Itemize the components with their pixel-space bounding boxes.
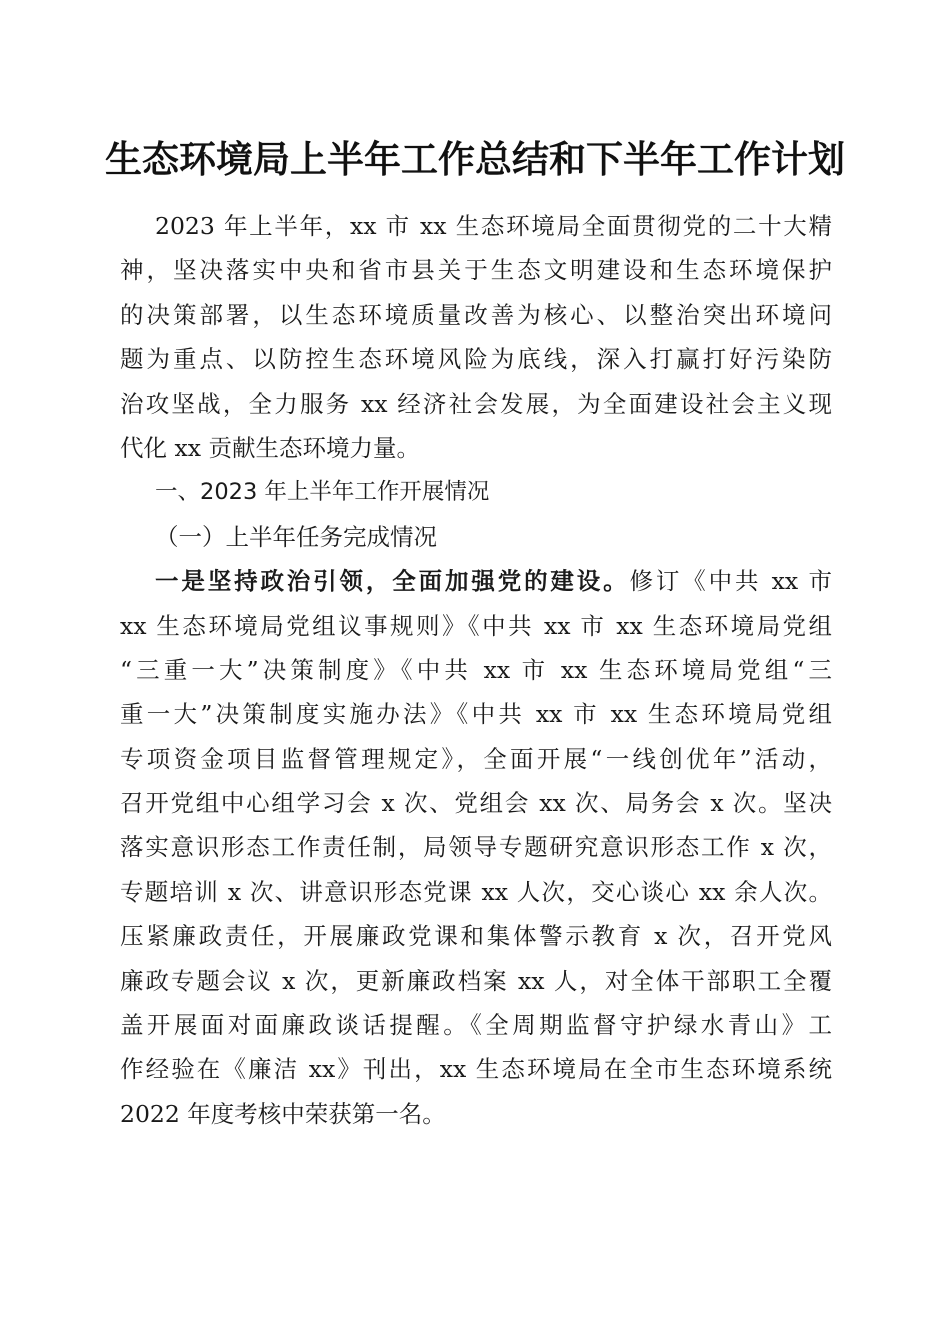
intro-line: 治攻坚战，全力服务 xx 经济社会发展，为全面建设社会主义现 bbox=[120, 389, 832, 418]
paragraph-line: 2022 年度考核中荣获第一名。 bbox=[120, 1099, 446, 1128]
paragraph-line: 专题培训 x 次、讲意识形态党课 xx 人次，交心谈心 xx 余人次。 bbox=[120, 877, 832, 906]
paragraph-line: “三重一大”决策制度》《中共 xx 市 xx 生态环境局党组“三 bbox=[120, 655, 832, 684]
paragraph-line: 压紧廉政责任，开展廉政党课和集体警示教育 x 次，召开党风 bbox=[120, 922, 832, 951]
paragraph-line: 召开党组中心组学习会 x 次、党组会 xx 次、局务会 x 次。坚决 bbox=[120, 789, 832, 818]
intro-line: 神，坚决落实中央和省市县关于生态文明建设和生态环境保护 bbox=[120, 256, 832, 285]
paragraph-line: xx 生态环境局党组议事规则》《中共 xx 市 xx 生态环境局党组 bbox=[120, 611, 832, 640]
paragraph-line: 落实意识形态工作责任制，局领导专题研究意识形态工作 x 次， bbox=[120, 833, 832, 862]
intro-line: 题为重点、以防控生态环境风险为底线，深入打赢打好污染防 bbox=[120, 345, 832, 374]
paragraph-first-line bbox=[120, 559, 832, 603]
paragraph-line: 盖开展面对面廉政谈话提醒。《全周期监督守护绿水青山》工 bbox=[120, 1011, 832, 1040]
intro-line: 代化 xx 贡献生态环境力量。 bbox=[120, 433, 420, 462]
paragraph-line: 作经验在《廉洁 xx》刊出，xx 生态环境局在全市生态环境系统 bbox=[120, 1055, 832, 1084]
section-heading: 一、2023 年上半年工作开展情况 bbox=[155, 479, 490, 506]
paragraph-line: 廉政专题会议 x 次，更新廉政档案 xx 人，对全体干部职工全覆 bbox=[120, 966, 832, 995]
subsection-heading: （一）上半年任务完成情况 bbox=[155, 522, 437, 551]
intro-line: 的决策部署，以生态环境质量改善为核心、以整治突出环境问 bbox=[120, 300, 832, 329]
document-body bbox=[120, 204, 832, 1136]
document-title: 生态环境局上半年工作总结和下半年工作计划 bbox=[105, 138, 845, 181]
paragraph-first-rest: 修订《中共 xx 市 bbox=[629, 567, 832, 596]
paragraph-line: 重一大”决策制度实施办法》《中共 xx 市 xx 生态环境局党组 bbox=[120, 700, 832, 729]
intro-line: 2023 年上半年，xx 市 xx 生态环境局全面贯彻党的二十大精 bbox=[155, 212, 832, 240]
paragraph-line: 专项资金项目监督管理规定》，全面开展“一线创优年”活动， bbox=[120, 744, 832, 773]
paragraph-lead: 一是坚持政治引领，全面加强党的建设。 bbox=[155, 567, 630, 596]
